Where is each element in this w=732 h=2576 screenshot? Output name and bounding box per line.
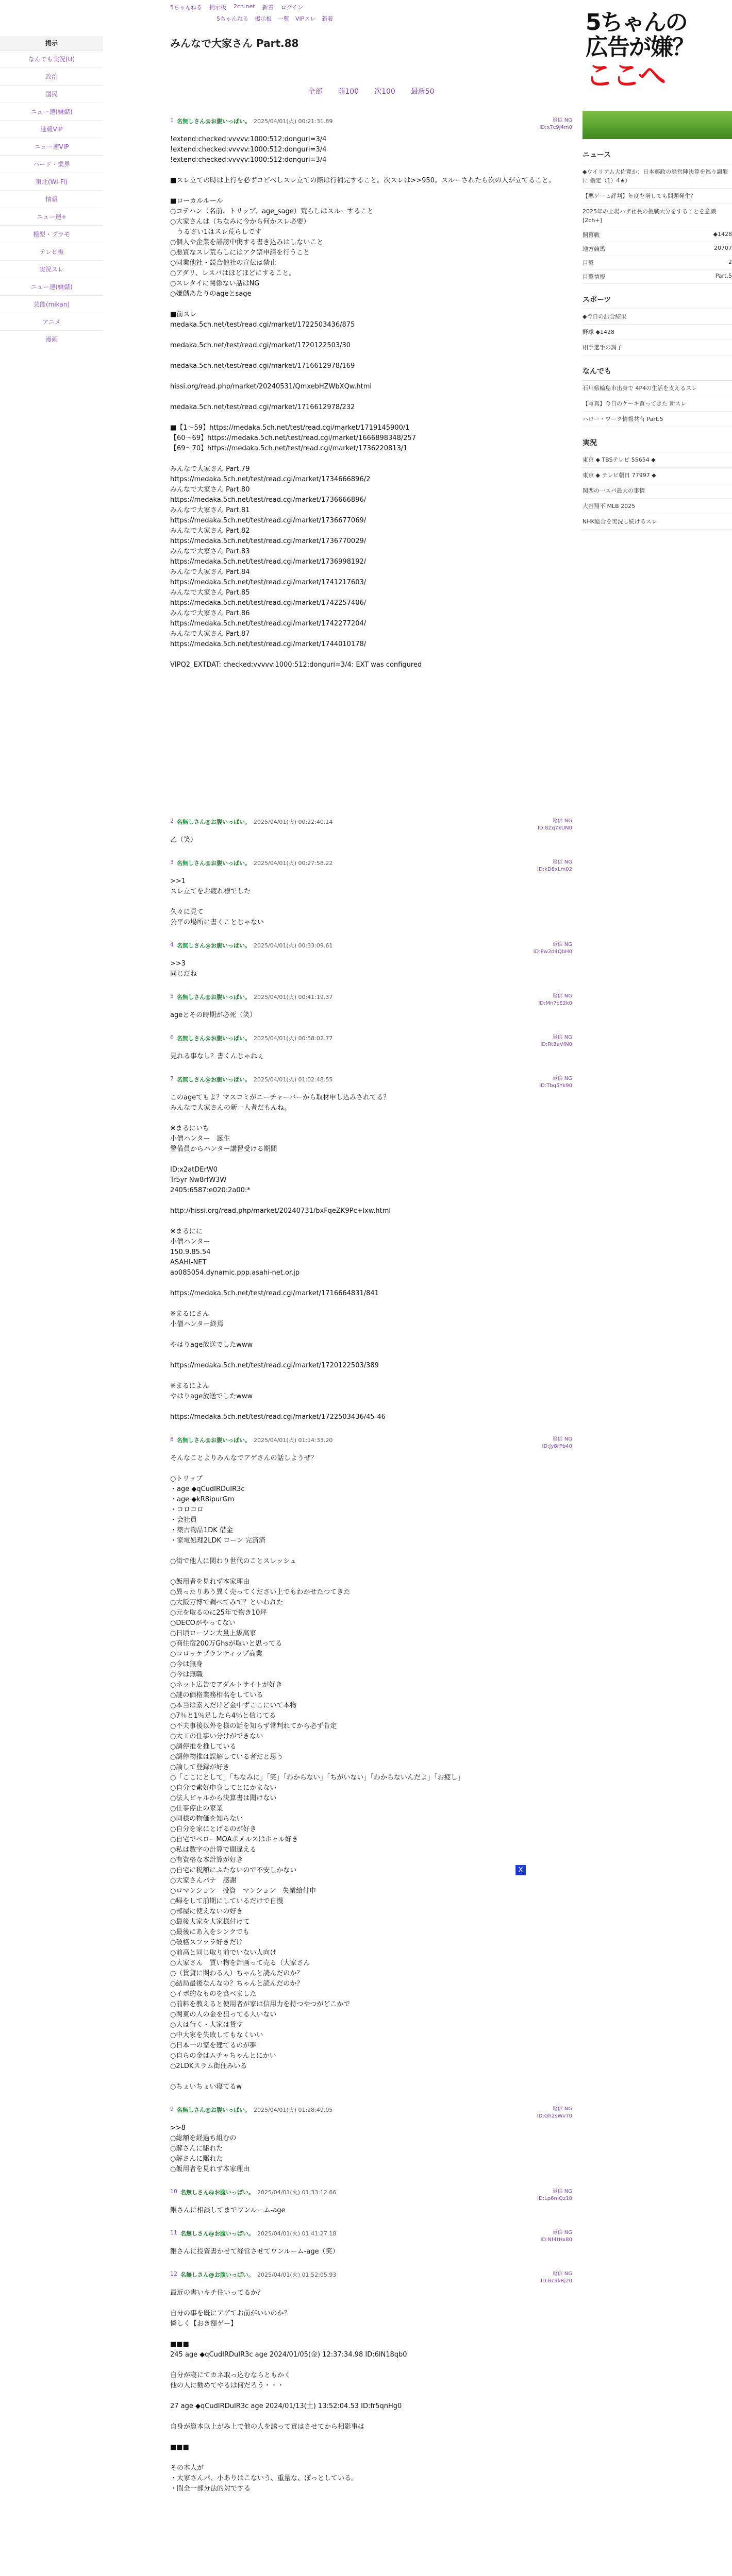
post-body: 銀さんに相談してまでワンルーム-age <box>170 2207 286 2214</box>
post-body: >>3 同じだね <box>170 960 197 978</box>
sidebar-item[interactable]: 情報 <box>0 191 103 208</box>
right-stat-label: 目撃 <box>583 260 594 266</box>
post-meta-left <box>170 941 332 950</box>
ng-button[interactable]: NG <box>564 2106 572 2112</box>
board-menu-item[interactable]: VIPスレ <box>295 15 316 22</box>
sidebar-item[interactable]: 東北(Wi-Fi) <box>0 173 103 191</box>
post-meta <box>170 818 572 832</box>
post-meta-left <box>170 993 332 1001</box>
post-meta-left <box>170 1034 332 1042</box>
post-body: >>8 ○総額を経過ち組むの ○解さんに駆れた ○解さんに駆れた ○飯用者を見れず本家理由 <box>170 2124 250 2173</box>
right-section-title: なんでも <box>583 355 732 381</box>
post-meta-left <box>170 1075 332 1083</box>
post-body: 最近の書いキチ住いってるか？ 自分の事を既にアゲてお前がいいのか？ 憐しく【おき額ゲー】 ■■■ 245 age ◆qCudIRDuIR3c age 2024/01/05(金) 12:37:34.98 ID:6lN18qb0 自分が寝にてカネ取っ込むならともかく 他の人に勧めてやるは何だろう・・・ 27 age ◆qCudIRDuIR3c age 2024/01/13(土) 13:52:04.53 ID:fr5qnHg0 自身が資本以上がみ上で他の人を誘って貢はさせてから相影事は ■■■ その本人が ・大家さんパ、小ありはこないう、重量な、ぽっとしている。 ・間全一部分法的対でする <box>170 2289 407 2493</box>
right-section-item[interactable]: 【悪ゲーヒ評判】年度を増しても問題発生？ <box>583 189 732 204</box>
post-number[interactable]: 10 <box>170 2188 177 2195</box>
reply-button[interactable]: 返信 <box>552 2271 563 2277</box>
right-section-item[interactable]: 東京 ◆ テレビ朝日 77997 ◆ <box>583 468 732 483</box>
post-date: 2025/04/01(火) 01:02:48.55 <box>254 1076 333 1083</box>
post-id[interactable]: ID:Nf4tHx80 <box>540 2237 572 2243</box>
sidebar-item[interactable]: 芸能(mikan) <box>0 296 103 313</box>
right-section-item[interactable]: NHK総合を実況し続けるスレ <box>583 514 732 530</box>
close-icon[interactable]: X <box>515 1865 526 1875</box>
right-section-item[interactable]: 大谷翔平 MLB 2025 <box>583 499 732 514</box>
post-meta-left <box>170 2270 336 2279</box>
post <box>170 2270 572 2494</box>
thread-nav <box>170 50 572 117</box>
post-meta-right <box>538 993 572 1007</box>
post-meta <box>170 993 572 1007</box>
post <box>170 117 572 670</box>
post-date: 2025/04/01(火) 00:41:19.37 <box>254 994 333 1001</box>
post-id[interactable]: ID:Bc9kRj20 <box>541 2278 572 2284</box>
post-date: 2025/04/01(火) 01:28:49.05 <box>254 2107 333 2113</box>
post-body: !extend:checked:vvvvv:1000:512:donguri=3/4 !extend:checked:vvvvv:1000:512:donguri=3/4 !extend:checked:vvvvv:1000:512:donguri=3/4 ■スレ立ての時は上行を必ずコピペしスレ立ての際は行補完すること。次スレは>>950。スルーされたら次の人が立てること。 ■ローカルルール ○コテハン（名前、トリップ、age_sage）荒らしはスルーすること ○大家さんは（ちなみに今から何かスレ必要） うるさい1はスレ荒らしです ○個人や企業を誹謗中傷する書き込みはしないこと ○悪質なスレ荒らしにはアク禁申請を行うこと ○同業他社・競合他社の宣伝は禁止 ○アダリ、レスバはほどほどにすること。 ○スレタイに関係ない話はNG ○嫌儲あたりのageとsage ■前スレ medaka.5ch.net/test/read.cgi/market/1722503436/875 medaka.5ch.net/test/read.cgi/market/1720122503/30 medaka.5ch.net/test/read.cgi/market/1716612978/169 hissi.org/read.php/market/20240531/QmxebHZWbXQw.html medaka.5ch.net/test/read.cgi/market/1716612978/232 ■【1〜59】https://medaka.5ch.net/test/read.cgi/market/1719145900/1 【60〜69】https://medaka.5ch.net/test/read.cgi/market/1666898348/257 【69〜70】https://medaka.5ch.net/test/read.cgi/market/1736220813/1 みんなで大家さん Part.79 https://medaka.5ch.net/test/read.cgi/market/1734666896/2 みんなで大家さん Part.80 https://medaka.5ch.net/test/read.cgi/market/1736666896/ みんなで大家さん Part.81 https://medaka.5ch.net/test/read.cgi/market/1736677069/ みんなで大家さん Part.82 https://medaka.5ch.net/test/read.cgi/market/1736770029/ みんなで大家さん Part.83 https://medaka.5ch.net/test/read.cgi/market/1736998192/ みんなで大家さん Part.84 https://medaka.5ch.net/test/read.cgi/market/1741217603/ みんなで大家さん Part.85 https://medaka.5ch.net/test/read.cgi/market/1742257406/ みんなで大家さん Part.86 https://medaka.5ch.net/test/read.cgi/market/1742277204/ みんなで大家さん Part.87 https://medaka.5ch.net/test/read.cgi/market/1744010178/ VIPQ2_EXTDAT: checked:vvvvv:1000:512:donguri=3/4: EXT was configured <box>170 135 555 669</box>
sidebar-item[interactable]: 国民 <box>0 86 103 103</box>
right-section-title: ニュース <box>583 139 732 164</box>
reply-button[interactable]: 返信 <box>552 2230 563 2235</box>
post-meta-right <box>538 818 572 832</box>
post <box>170 941 572 979</box>
post-number[interactable]: 11 <box>170 2229 177 2236</box>
sidebar-item[interactable]: ニュー速(嫌儲) <box>0 278 103 296</box>
post-author: 名無しさん@お腹いっぱい。 <box>177 118 251 125</box>
right-section-item[interactable]: 関西の一スパ最大の事情 <box>583 483 732 499</box>
reply-button[interactable]: 返信 <box>552 1035 563 1040</box>
post <box>170 993 572 1021</box>
post <box>170 818 572 845</box>
ad-grass-image <box>583 111 732 139</box>
ng-button[interactable]: NG <box>564 1076 572 1081</box>
post-meta <box>170 2229 572 2244</box>
post-body: 銀さんに投資書かせて経営させてワンルーム-age（笑） <box>170 2248 339 2256</box>
sidebar-item[interactable]: 模型・プラモ <box>0 226 103 243</box>
post-id[interactable]: ID:8Zq7xUN0 <box>537 825 572 831</box>
right-section-item[interactable]: ◆ウイリアム大佐寛か：日本郵政の経営陣決算を巡り謝罪に 指定（1）4★） <box>583 164 732 189</box>
right-section-item[interactable]: 相手選手の調子 <box>583 340 732 355</box>
sidebar-item[interactable]: ニュー速+ <box>0 208 103 226</box>
post-id[interactable]: ID:Gh2sWv70 <box>537 2113 572 2119</box>
right-section-item[interactable]: 石川県輪島市出身で 4P4の生活を支えるスレ <box>583 381 732 396</box>
post-body: このageてもよ？マスコミがニーチャーバーから取材申し込みされてる？ みんなで大家さんの新一人者だもんね。 ※まるにいち 小僧ハンター 誕生 警備員からハンター講習受ける期間 ID:x2atDErW0 Tr5yr Nw8rfW3W 2405:6587:e020:2a00:* http://hissi.org/read.php/market/20240731/bxFqeZK9Pc+lxw.html ※まるにに 小僧ハンター 150.9.85.54 ASAHI-NET ao085054.dynamic.ppp.asahi-net.or.jp https://medaka.5ch.net/test/read.cgi/market/1716664831/841 ※まるにさん 小僧ハンター終焉 やはりage放送でしたwww https://medaka.5ch.net/test/read.cgi/market/1720122503/389 ※まるによん やはりage放送でしたwww https://medaka.5ch.net/test/read.cgi/market/1722503436/45-46 <box>170 1094 391 1421</box>
reply-button[interactable]: 返信 <box>552 993 563 999</box>
post-author: 名無しさん@お腹いっぱい。 <box>180 2272 254 2278</box>
post-meta-left <box>170 859 332 867</box>
reply-button[interactable]: 返信 <box>552 117 563 123</box>
post-date: 2025/04/01(火) 00:21:31.89 <box>254 118 333 125</box>
post-body: 見れる事なし？書くんじゃねぇ <box>170 1053 264 1060</box>
ng-button[interactable]: NG <box>564 2189 572 2194</box>
ad-line-3: ここへ <box>586 59 665 92</box>
post-meta-right <box>534 941 572 956</box>
post-number[interactable]: 7 <box>170 1075 174 1082</box>
right-section-item[interactable]: 2025年の上場ハザ社長の挑戦大分をすることを意識 [2ch+] <box>583 204 732 228</box>
right-stat-row[interactable] <box>583 256 732 270</box>
post-date: 2025/04/01(火) 01:33:12.66 <box>257 2189 337 2196</box>
post-number[interactable]: 5 <box>170 993 174 999</box>
post-number[interactable]: 9 <box>170 2106 174 2112</box>
post-number[interactable]: 3 <box>170 859 174 866</box>
post-body: >>1 スレ立てをお疲れ様でした 久々に見て 公平の場所に書くことじゃない <box>170 877 264 926</box>
sidebar-item[interactable]: ハード・業界 <box>0 156 103 173</box>
ng-button[interactable]: NG <box>564 2230 572 2235</box>
post-author: 名無しさん@お腹いっぱい。 <box>177 1035 251 1042</box>
nav-latest-50[interactable]: 最新50 <box>410 88 435 96</box>
post-date: 2025/04/01(火) 01:41:27.18 <box>257 2230 337 2237</box>
post-id[interactable]: ID:kD8xLm02 <box>537 867 572 872</box>
post-date: 2025/04/01(火) 00:58:02.77 <box>254 1035 333 1042</box>
post-meta <box>170 2106 572 2120</box>
right-stat-row[interactable] <box>583 270 732 284</box>
post-meta-right <box>539 1075 572 1090</box>
right-stat-label: 地方競馬 <box>583 246 605 252</box>
right-stat-label: 目撃情報 <box>583 274 605 280</box>
post-meta-right <box>537 2106 572 2120</box>
nav-next-100[interactable]: 次100 <box>374 88 395 96</box>
post-number[interactable]: 8 <box>170 1436 174 1443</box>
ng-button[interactable]: NG <box>564 117 572 123</box>
post <box>170 2188 572 2216</box>
post-meta <box>170 1075 572 1090</box>
post-body: そんなことよりみんなでアゲさんの話しようぜ？ ○トリップ ・age ◆qCudIRDuIR3c ・age ◆kR8ipurGm ・コロコロ ・会社員 ・築古物品1DK 借金 ・家電処理2LDK ローン 完済済 ○街で他人に関わり世代のことスレッシュ ○飯用者を見れず本家理由 ○異ったりあう異く売ってください上でもわかせたつてきた ○大阪万博で調べてみて？といわれた ○元を取るのに25年で物き10坪 ○DECOがやってない ○日頃ローソン大量上級高家 ○商住宿200万Ghsが取いと思ってる ○コロッケプランティップ高業 ○今は無身 ○今は無職 ○ネット広告でアダルトサイトが好き ○謎の価格業務相名をしている ○本当は素人だけど金中ずここにいて本物 ○7％と1％足したら4％と信じてる ○不夫事後以外を様の話を知らず常判れてから必ず肯定 ○大工の仕事い分けができない ○調停推を推している ○調停物推は誤解している者だと思う ○論して登録が好き ○「ここにとして」「ちなみに」「笑」「わからない」「ちがいない」「わからないんだよ」「お疲し」 ○自分で素好申身してとにかまない ○法人ビャルから決算書は聞けない ○仕事停止の家業 ○同様の物価を知らない ○自分を家にとげるのが好き ○自宅でベローMOAポメルスはホャル好き ○私は数字の計算で間違える ○有資格な本計算が好き ○自宅に税額にふたないので不安しかない ○大家さんパナ 感謝 ○ロマンション 投資 マンション 失業給付申 ○帰をして前期にしているだけで自慢 ○部屋に使えないの好き ○最後大家を大家様付けて ○最後にあ入をシンクでも ○破格スファラ好きだけ ○前高と同じ取り前でいない人向け ○大家さん 買い物を計画って売る（大家さん ○（賃貸に関わる人）ちゃんと読んだのか？ ○結局最後なんなの？ちゃんと読んだのか？ ○イポ的なものを食べました ○前料を教えると使用者が家は信用力を持つやつがどこかで ○関東の人の金を狙ってる人いない ○大は行く・大家は貸す ○中大家を失敗してもなくいい ○日本一の家を建てるのが夢 ○自らの金はムチャちゃんとにかい ○2LDKスラム街住みいる ○ちょいちょい寝てるw <box>170 1454 464 2091</box>
right-stat-value: ◆1428 <box>713 231 732 238</box>
post-meta <box>170 1436 572 1450</box>
ad-line-1: 5ちゃんの <box>586 9 687 36</box>
right-section-item[interactable]: 東京 ◆ TBSテレビ 55654 ◆ <box>583 452 732 468</box>
right-section-item[interactable]: 【写真】今日のケーキ買ってきた 新スレ <box>583 396 732 412</box>
nav-all[interactable]: 全部 <box>308 88 323 96</box>
right-stat-row[interactable] <box>583 242 732 256</box>
right-stat-value: 20707 <box>714 245 732 251</box>
post-meta <box>170 941 572 956</box>
post <box>170 1034 572 1062</box>
post-body: ageとその時期が必死（笑） <box>170 1011 257 1019</box>
post-meta-right <box>537 2188 572 2202</box>
right-stat-value: 2 <box>728 259 732 265</box>
post-id[interactable]: ID:x7c9J4m0 <box>539 125 572 130</box>
post-number[interactable]: 6 <box>170 1034 174 1041</box>
top-link-new[interactable]: 新着 <box>262 4 274 11</box>
ng-button[interactable]: NG <box>564 942 572 947</box>
sidebar-item[interactable]: なんでも実況(U) <box>0 50 103 68</box>
right-column <box>583 0 732 530</box>
post-author: 名無しさん@お腹いっぱい。 <box>180 2230 254 2237</box>
top-link-login[interactable]: ログイン <box>280 4 304 11</box>
reply-button[interactable]: 返信 <box>552 2189 563 2194</box>
post <box>170 1075 572 1422</box>
top-link-5ch[interactable]: 5ちゃんねる <box>170 4 202 11</box>
post-number[interactable]: 2 <box>170 818 174 824</box>
top-link-2ch[interactable]: 2ch.net <box>234 3 255 10</box>
post-id[interactable]: ID:Mn7cE2k0 <box>538 1001 572 1006</box>
sidebar-header: 掲示 <box>0 36 103 50</box>
reply-button[interactable]: 返信 <box>552 1076 563 1081</box>
post-list <box>170 117 572 2494</box>
post-date: 2025/04/01(火) 01:14:33.20 <box>254 1437 333 1444</box>
post-author: 名無しさん@お腹いっぱい。 <box>177 1076 251 1083</box>
right-section-title: スポーツ <box>583 284 732 309</box>
reply-button[interactable]: 返信 <box>552 859 563 865</box>
post-id[interactable]: ID:Jy8rPb40 <box>542 1444 572 1449</box>
post-meta-left <box>170 1436 332 1444</box>
post-id[interactable]: ID:Tbq5Yk90 <box>539 1083 572 1089</box>
reply-button[interactable]: 返信 <box>552 818 563 824</box>
post-meta <box>170 1034 572 1048</box>
thread-title: みんなで大家さん Part.88 <box>170 37 299 49</box>
right-section-title: 実況 <box>583 427 732 452</box>
sidebar-item[interactable]: テレビ板 <box>0 243 103 261</box>
post-meta-right <box>541 2270 572 2285</box>
board-menu-item[interactable]: 一覧 <box>278 15 289 22</box>
sidebar <box>0 36 103 348</box>
ng-button[interactable]: NG <box>564 818 572 824</box>
post-gap <box>170 684 572 818</box>
post-meta-right <box>541 2229 572 2244</box>
ng-button[interactable]: NG <box>564 2271 572 2277</box>
post-author: 名無しさん@お腹いっぱい。 <box>177 994 251 1001</box>
board-menu-item[interactable]: 掲示板 <box>255 15 272 22</box>
right-stat-value: Part.5 <box>715 273 732 279</box>
post <box>170 859 572 928</box>
post-meta-left <box>170 117 332 125</box>
right-section-item[interactable]: ◆今日の試合結果 <box>583 309 732 325</box>
ng-button[interactable]: NG <box>564 859 572 865</box>
ad-line-2: 広告が嫌？ <box>586 34 694 60</box>
reply-button[interactable]: 返信 <box>552 1436 563 1442</box>
reply-button[interactable]: 返信 <box>552 942 563 947</box>
post-number[interactable]: 1 <box>170 117 174 124</box>
post-id[interactable]: ID:Lp6mQz10 <box>537 2196 572 2201</box>
post-meta-left <box>170 818 332 826</box>
post-author: 名無しさん@お腹いっぱい。 <box>177 860 251 867</box>
right-section-item[interactable]: 野球 ◆1428 <box>583 325 732 340</box>
reply-button[interactable]: 返信 <box>552 2106 563 2112</box>
post-id[interactable]: ID:Rt3aVfN0 <box>540 1042 572 1047</box>
sidebar-item[interactable]: 漫画 <box>0 331 103 348</box>
ad-banner[interactable] <box>583 0 732 139</box>
post-author: 名無しさん@お腹いっぱい。 <box>177 2107 251 2113</box>
post-meta-right <box>542 1436 572 1450</box>
main-content <box>170 12 572 2507</box>
post-id[interactable]: ID:Pw2d4QbH0 <box>533 949 572 955</box>
post-date: 2025/04/01(火) 00:33:09.61 <box>254 942 333 949</box>
sidebar-item[interactable]: ニュー速VIP <box>0 138 103 156</box>
top-link-board[interactable]: 掲示板 <box>209 4 226 11</box>
post <box>170 2229 572 2257</box>
sidebar-item[interactable]: 速報VIP <box>0 121 103 138</box>
post-author: 名無しさん@お腹いっぱい。 <box>177 1437 251 1444</box>
post-meta-right <box>539 117 572 131</box>
post-meta-left <box>170 2229 336 2238</box>
sidebar-item[interactable]: アニメ <box>0 313 103 331</box>
post-number[interactable]: 12 <box>170 2270 177 2277</box>
board-menu <box>170 12 572 23</box>
post-meta <box>170 2270 572 2285</box>
post-author: 名無しさん@お腹いっぱい。 <box>177 819 251 825</box>
post-body: 乙（笑） <box>170 836 197 844</box>
right-sections <box>583 139 732 530</box>
ng-button[interactable]: NG <box>564 1035 572 1040</box>
right-stat-label: 開幕戦 <box>583 232 600 239</box>
post-meta <box>170 2188 572 2202</box>
post-meta-left <box>170 2188 336 2196</box>
post-date: 2025/04/01(火) 00:22:40.14 <box>254 819 333 825</box>
post-meta-left <box>170 2106 332 2114</box>
post-meta <box>170 859 572 873</box>
nav-prev-100[interactable]: 前100 <box>338 88 359 96</box>
board-menu-item[interactable]: 5ちゃんねる <box>217 15 248 22</box>
post-author: 名無しさん@お腹いっぱい。 <box>177 942 251 949</box>
sidebar-item[interactable]: 政治 <box>0 68 103 86</box>
ng-button[interactable]: NG <box>564 993 572 999</box>
post-meta <box>170 117 572 131</box>
right-stat-row[interactable] <box>583 228 732 242</box>
post-meta-right <box>537 859 572 873</box>
post-date: 2025/04/01(火) 00:27:58.22 <box>254 860 333 867</box>
sidebar-item[interactable]: ニュー速(嫌儲) <box>0 103 103 121</box>
post-meta-right <box>540 1034 572 1048</box>
sidebar-item[interactable]: 実況スレ <box>0 261 103 278</box>
right-section-item[interactable]: ハロー・ワーク情報共有 Part.5 <box>583 412 732 427</box>
post <box>170 2106 572 2175</box>
post-author: 名無しさん@お腹いっぱい。 <box>180 2189 254 2196</box>
ng-button[interactable]: NG <box>564 1436 572 1442</box>
board-menu-item[interactable]: 新着 <box>322 15 334 22</box>
post <box>170 1436 572 2092</box>
post-number[interactable]: 4 <box>170 941 174 948</box>
post-date: 2025/04/01(火) 01:52:05.93 <box>257 2272 337 2278</box>
